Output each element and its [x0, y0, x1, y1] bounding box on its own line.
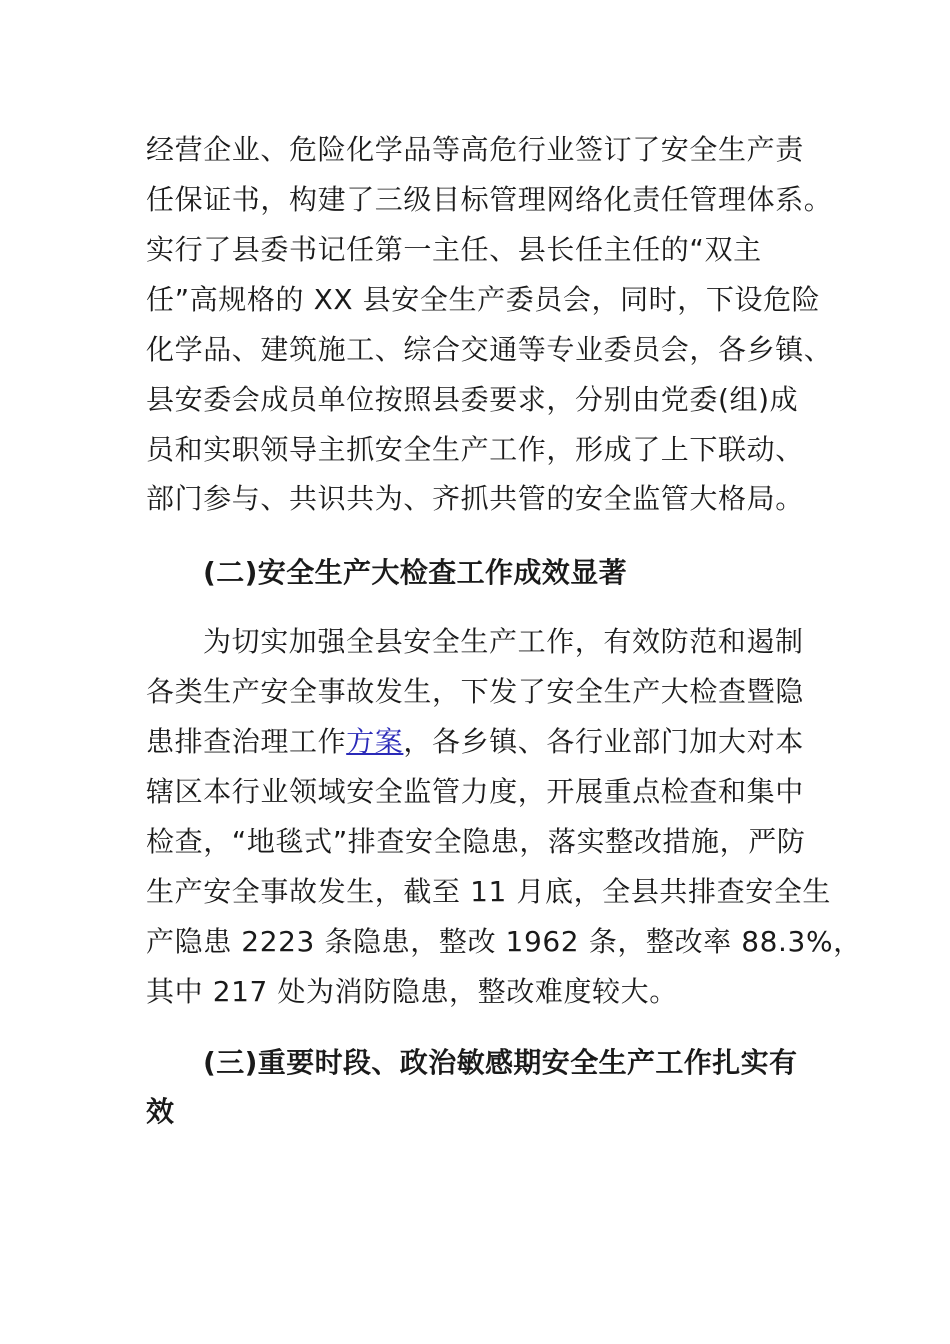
paragraph-line: 任”高规格的 XX 县安全生产委员会，同时，下设危险	[146, 283, 821, 316]
paragraph-line: 经营企业、危险化学品等高危行业签订了安全生产责	[146, 133, 804, 166]
paragraph-line: 生产安全事故发生，截至 11 月底，全县共排查安全生	[146, 875, 832, 908]
section-heading-2: (二)安全生产大检查工作成效显著	[203, 556, 627, 589]
paragraph-line: 任保证书，构建了三级目标管理网络化责任管理体系。	[146, 183, 833, 216]
heading-line: (三)重要时段、政治敏感期安全生产工作扎实有	[203, 1046, 798, 1079]
paragraph-line: 县安委会成员单位按照县委要求，分别由党委(组)成	[146, 383, 799, 416]
paragraph-text: ，各乡镇、各行业部门加大对本	[403, 725, 804, 758]
plan-link[interactable]: 方案	[346, 725, 404, 758]
heading-line: 效	[146, 1095, 175, 1128]
paragraph-line: 员和实职领导主抓安全生产工作，形成了上下联动、	[146, 433, 804, 466]
paragraph-text: 患排查治理工作	[146, 725, 347, 758]
paragraph-line	[146, 717, 804, 767]
paragraph-line: 化学品、建筑施工、综合交通等专业委员会，各乡镇、	[146, 333, 833, 366]
paragraph-line: 各类生产安全事故发生，下发了安全生产大检查暨隐	[146, 675, 804, 708]
paragraph-line: 部门参与、共识共为、齐抓共管的安全监管大格局。	[146, 482, 804, 515]
paragraph-line: 产隐患 2223 条隐患，整改 1962 条，整改率 88.3%，	[146, 925, 862, 958]
paragraph-line: 检查，“地毯式”排查安全隐患，落实整改措施，严防	[146, 825, 806, 858]
paragraph-line: 实行了县委书记任第一主任、县长任主任的“双主	[146, 233, 762, 266]
paragraph-line: 为切实加强全县安全生产工作，有效防范和遏制	[203, 625, 804, 658]
paragraph-line: 辖区本行业领域安全监管力度，开展重点检查和集中	[146, 775, 804, 808]
paragraph-line: 其中 217 处为消防隐患，整改难度较大。	[146, 975, 678, 1008]
